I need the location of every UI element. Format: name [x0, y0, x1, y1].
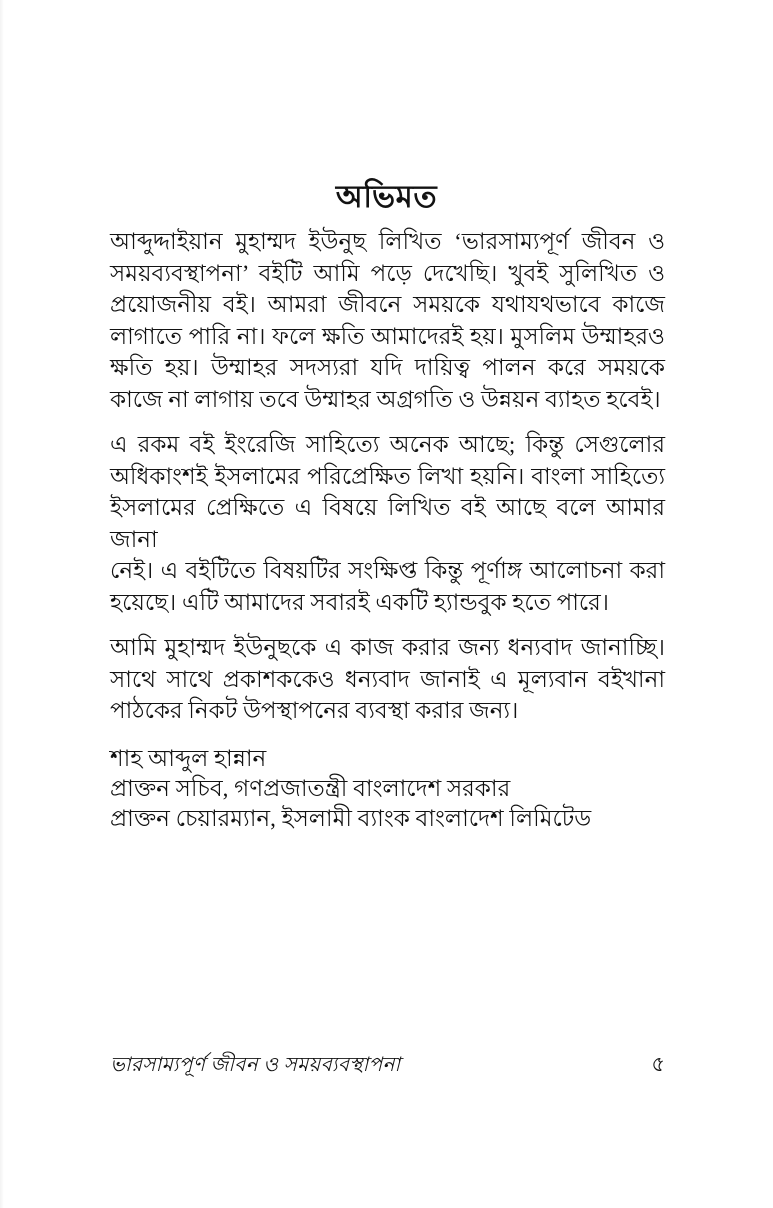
text-line: অধিকাংশই ইসলামের পরিপ্রেক্ষিত লিখা হয়নি। বাংলা সাহিত্যে	[110, 463, 665, 489]
signature-block	[110, 744, 665, 834]
text-line: সময়ব্যবস্থাপনা’ বইটি আমি পড়ে দেখেছি। খুবই সুলিখিত ও	[110, 260, 665, 286]
page-footer	[110, 1048, 665, 1083]
text-line: হয়েছে। এটি আমাদের সবারই একটি হ্যান্ডবুক হতে পারে।	[110, 589, 610, 615]
text-line: প্রয়োজনীয় বই। আমরা জীবনে সময়কে যথাযথভাবে কাজে	[110, 292, 665, 317]
text-line: কাজে না লাগায় তবে উম্মাহর অগ্রগতি ও উন্নয়ন ব্যাহত হবেই।	[110, 386, 661, 412]
text-line: লাগাতে পারি না। ফলে ক্ষতি আমাদেরই হয়। মুসলিম উম্মাহরও	[110, 323, 665, 349]
paragraph-3	[110, 632, 665, 727]
page-title: অভিমত	[335, 179, 438, 214]
signature-role-1: প্রাক্তন সচিব, গণপ্রজাতন্ত্রী বাংলাদেশ সরকার	[110, 775, 511, 801]
text-line: নেই। এ বইটিতে বিষয়টির সংক্ষিপ্ত কিন্তু পূর্ণাঙ্গ আলোচনা করা	[110, 558, 665, 583]
text-line: পাঠকের নিকট উপস্থাপনের ব্যবস্থা করার জন্য।	[110, 698, 519, 723]
text-line: সাথে সাথে প্রকাশককেও ধন্যবাদ জানাই এ মূল্যবান বইখানা	[110, 666, 665, 692]
signature-role-2: প্রাক্তন চেয়ারম্যান, ইসলামী ব্যাংক বাংলাদেশ লিমিটেড	[110, 805, 592, 831]
text-line: ক্ষতি হয়। উম্মাহর সদস্যরা যদি দায়িত্ব পালন করে সময়কে	[110, 355, 665, 380]
text-line: আমি মুহাম্মদ ইউনুছকে এ কাজ করার জন্য ধন্যবাদ জানাচ্ছি।	[110, 635, 665, 660]
footer-page-number: ৫	[651, 1052, 665, 1076]
text-line: আব্দুদ্দাইয়ান মুহাম্মদ ইউনুছ লিখিত ‘ভারসাম্যপূর্ণ জীবন ও	[110, 229, 665, 254]
signature-name: শাহ আব্দুল হান্নান	[110, 745, 267, 771]
text-line: এ রকম বই ইংরেজি সাহিত্যে অনেক আছে; কিন্তু সেগুলোর	[110, 432, 665, 457]
paragraph-1	[110, 226, 665, 415]
body-text	[110, 226, 665, 834]
text-line: ইসলামের প্রেক্ষিতে এ বিষয়ে লিখিত বই আছে বলে আমার জানা	[110, 495, 665, 552]
paragraph-2	[110, 429, 665, 618]
footer-book-title: ভারসাম্যপূর্ণ জীবন ও সময়ব্যবস্থাপনা	[110, 1054, 401, 1076]
